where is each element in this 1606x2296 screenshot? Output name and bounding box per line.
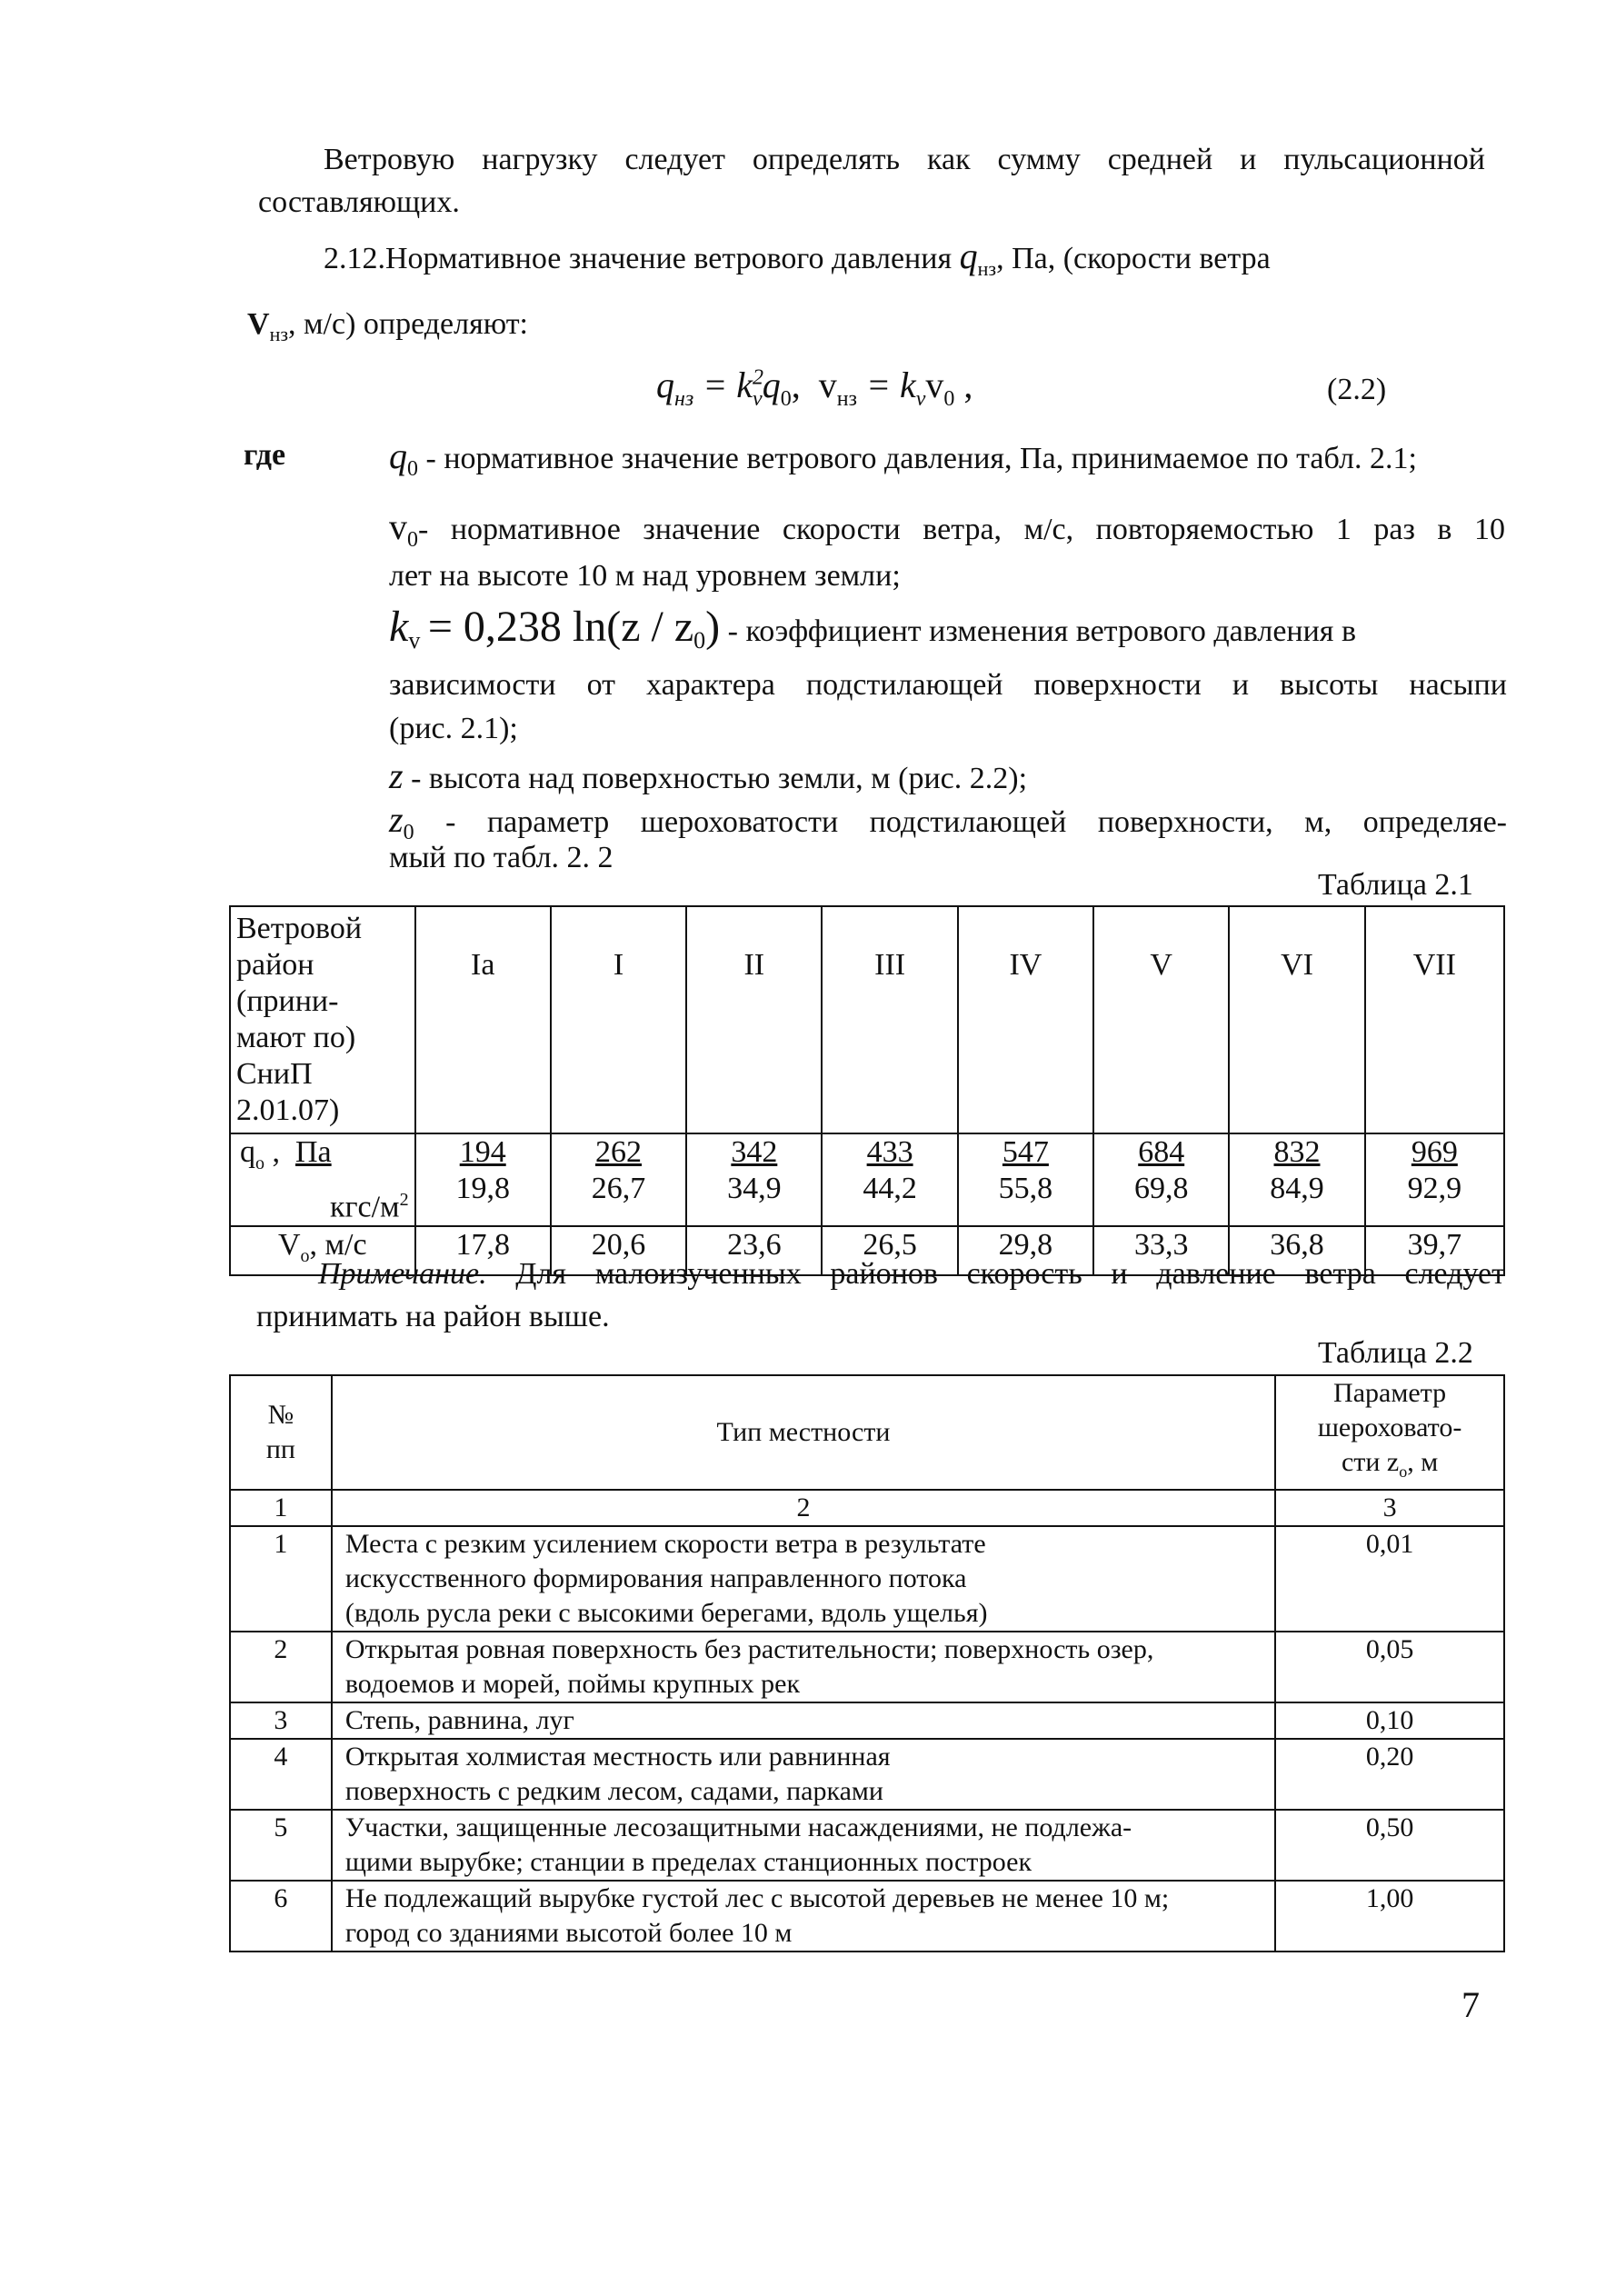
- header-label-line6: 2.01.07): [236, 1093, 340, 1127]
- qnz-sub: нз: [977, 256, 997, 280]
- header-label-line4: мают по): [236, 1021, 356, 1054]
- page-number: 7: [1461, 1984, 1480, 2025]
- pressure-cell: [1365, 1133, 1504, 1226]
- para2-suffix: , м/с) определяют:: [288, 307, 528, 341]
- table-2-2: [229, 1374, 1505, 1952]
- row-value: 0,10: [1275, 1702, 1504, 1739]
- row-line: Открытая холмистая местность или равнинная: [344, 1742, 891, 1772]
- row-line: город со зданиями высотой более 10 м: [344, 1918, 793, 1948]
- col-number: 2: [332, 1490, 1275, 1526]
- region-header: I: [551, 906, 686, 1133]
- z0-text-line2: мый по табл. 2. 2: [389, 841, 613, 874]
- header-label-line5: СниП: [236, 1057, 313, 1091]
- param-header-line2: шероховато-: [1317, 1413, 1462, 1442]
- formula-end: ,: [963, 364, 973, 405]
- para1-line2-text: составляющих.: [258, 185, 460, 219]
- num-header-line1: №: [267, 1400, 294, 1430]
- pressure-cell: [1093, 1133, 1229, 1226]
- q0-sub: 0: [407, 456, 418, 481]
- v0-label-sub: o: [300, 1245, 310, 1266]
- z-text: - высота над поверхностью земли, м (рис. 2.2);: [411, 762, 1028, 795]
- col-number: 3: [1275, 1490, 1504, 1526]
- speed-value: 36,8: [1229, 1226, 1364, 1275]
- q0-text: - нормативное значение ветрового давления, Па, принимаемое по табл. 2.1;: [425, 442, 1417, 475]
- pressure-cell: [551, 1133, 686, 1226]
- row-line: Участки, защищенные лесозащитными насаждениями, не подлежа-: [344, 1812, 1132, 1842]
- q0-symbol: q: [389, 435, 407, 476]
- param-header-sub: o: [1399, 1462, 1408, 1481]
- pa-value: 194: [459, 1135, 506, 1169]
- para2-prefix: 2.12.Нормативное значение ветрового давления: [324, 242, 953, 275]
- formula-q: q: [656, 364, 674, 405]
- kv-symbol: k: [389, 603, 409, 651]
- param-header-end: , м: [1407, 1447, 1439, 1477]
- region-header: VI: [1229, 906, 1364, 1133]
- formula-v-sub: нз: [836, 387, 858, 411]
- formula-v0-sub: 0: [943, 387, 955, 411]
- table2-header-row: [230, 1375, 1504, 1490]
- where-q0: [389, 434, 1507, 491]
- formula-k2: = k: [866, 364, 916, 405]
- speed-value: 26,5: [822, 1226, 957, 1275]
- formula-k2-sub: v: [915, 387, 926, 411]
- row-line: Не подлежащий вырубке густой лес с высотой деревьев не менее 10 м;: [344, 1883, 1170, 1913]
- row-number: 4: [230, 1739, 332, 1810]
- para1-line2: [258, 181, 985, 224]
- kv-sub: v: [408, 626, 421, 654]
- row-number: 2: [230, 1632, 332, 1702]
- pa-value: 832: [1273, 1135, 1321, 1169]
- note-text-line1: Для малоизученных районов скорость и давление ветра следует: [515, 1257, 1505, 1291]
- vnz-symbol: V: [247, 307, 270, 341]
- table1-pressure-row: [230, 1133, 1504, 1226]
- kgf-value: 69,8: [1133, 1172, 1189, 1205]
- kv-text-line2: зависимости от характера подстилающей поверхности и высоты насыпи: [389, 668, 1507, 702]
- row-line: Места с резким усилением скорости ветра в результате: [344, 1529, 986, 1559]
- table-row: [230, 1526, 1504, 1632]
- num-header: [230, 1375, 332, 1490]
- para2-middle: , Па, (скорости ветра: [996, 242, 1271, 275]
- formula-k-sup: 2: [753, 365, 764, 390]
- where-z: [389, 754, 1507, 800]
- formula-sep: ,: [791, 364, 801, 405]
- table-row: [230, 1881, 1504, 1952]
- formula-v0: v: [925, 364, 944, 405]
- region-header: V: [1093, 906, 1229, 1133]
- para2-line2: [247, 303, 1065, 355]
- row-description: [332, 1632, 1275, 1702]
- pressure-cell: [822, 1133, 957, 1226]
- pa-value: 433: [866, 1135, 913, 1169]
- region-header: VII: [1365, 906, 1504, 1133]
- vnz-sub: нз: [269, 322, 289, 345]
- kgf-value: 19,8: [455, 1172, 510, 1205]
- row-number: 1: [230, 1526, 332, 1632]
- param-header: [1275, 1375, 1504, 1490]
- q0-unit-kgf: кгс/м: [330, 1190, 400, 1224]
- row-value: 0,50: [1275, 1810, 1504, 1881]
- table1-caption: Таблица 2.1: [1318, 868, 1473, 902]
- table-row: [230, 1739, 1504, 1810]
- row-value: 0,05: [1275, 1632, 1504, 1702]
- kv-expr-sub: 0: [693, 626, 706, 654]
- row-description: [332, 1810, 1275, 1881]
- formula-number: (2.2): [1327, 373, 1387, 406]
- q0-label-sub: o: [255, 1153, 264, 1173]
- table-row: [230, 1810, 1504, 1881]
- table1-header-label: [230, 906, 415, 1133]
- v0-text-line1: - нормативное значение скорости ветра, м/с, повторяемостью 1 раз в 10: [418, 513, 1505, 546]
- row-description: [332, 1526, 1275, 1632]
- table-2-1: [229, 905, 1505, 1276]
- row-value: 0,01: [1275, 1526, 1504, 1632]
- row-value: 1,00: [1275, 1881, 1504, 1952]
- kv-expr-end: ): [705, 603, 721, 651]
- v0-unit: , м/с: [309, 1228, 367, 1263]
- v0-sub: 0: [407, 527, 418, 552]
- pressure-cell: [958, 1133, 1093, 1226]
- row-line: Степь, равнина, луг: [344, 1705, 574, 1735]
- region-header: II: [686, 906, 822, 1133]
- v0-text-line2: лет на высоте 10 м над уровнем земли;: [389, 559, 901, 593]
- formula-q-sub: нз: [674, 387, 694, 411]
- col-number: 1: [230, 1490, 332, 1526]
- row-line: водоемов и морей, поймы крупных рек: [344, 1669, 801, 1699]
- q0-label: q: [240, 1135, 255, 1169]
- pa-value: 262: [595, 1135, 643, 1169]
- pressure-cell: [1229, 1133, 1364, 1226]
- param-header-line3: сти z: [1341, 1447, 1400, 1477]
- table2-caption: Таблица 2.2: [1318, 1336, 1473, 1370]
- qnz-symbol: q: [959, 235, 978, 276]
- table-row: [230, 1702, 1504, 1739]
- header-label-line3: (прини-: [236, 984, 339, 1018]
- formula-k: = k: [703, 364, 753, 405]
- speed-value: 23,6: [686, 1226, 822, 1275]
- v0-symbol: v: [389, 506, 407, 547]
- param-header-line1: Параметр: [1333, 1378, 1447, 1408]
- row-line: (вдоль русла реки с высокими берегами, вдоль ущелья): [344, 1598, 988, 1628]
- num-header-line2: пп: [265, 1434, 295, 1464]
- pa-value: 684: [1138, 1135, 1185, 1169]
- row-line: поверхность с редким лесом, садами, парками: [344, 1776, 883, 1806]
- kgf-value: 26,7: [591, 1172, 646, 1205]
- note-text-line2: принимать на район выше.: [256, 1300, 610, 1333]
- row-line: щими вырубке; станции в пределах станционных построек: [344, 1847, 1032, 1877]
- z0-sub: 0: [403, 820, 414, 844]
- formula-v: v: [818, 364, 837, 405]
- region-header: IV: [958, 906, 1093, 1133]
- kv-text-line3: (рис. 2.1);: [389, 712, 518, 745]
- formula-2-2: [656, 364, 973, 412]
- row-number: 3: [230, 1702, 332, 1739]
- kgf-value: 84,9: [1270, 1172, 1324, 1205]
- row-description: [332, 1881, 1275, 1952]
- speed-value: 17,8: [415, 1226, 551, 1275]
- kgf-value: 92,9: [1407, 1172, 1462, 1205]
- type-header: Тип местности: [332, 1375, 1275, 1490]
- formula-q0: q: [762, 364, 781, 405]
- para2-line1: [324, 235, 1505, 290]
- speed-value: 20,6: [551, 1226, 686, 1275]
- kv-expr: = 0,238 ln(z / z: [427, 603, 694, 651]
- region-header: III: [822, 906, 957, 1133]
- q0-unit-pa: Па: [295, 1135, 332, 1169]
- q0-label-cell: $q_o$ , Па кгс/$м^2$: [230, 1133, 415, 1226]
- header-label-line2: район: [236, 948, 314, 982]
- pressure-cell: [686, 1133, 822, 1226]
- row-number: 6: [230, 1881, 332, 1952]
- pa-value: 547: [1002, 1135, 1049, 1169]
- kgf-value: 34,9: [727, 1172, 782, 1205]
- kgf-value: 44,2: [863, 1172, 917, 1205]
- where-kv-line1: [389, 605, 1507, 662]
- z-symbol: z: [389, 755, 404, 796]
- row-value: 0,20: [1275, 1739, 1504, 1810]
- row-number: 5: [230, 1810, 332, 1881]
- speed-value: 29,8: [958, 1226, 1093, 1275]
- kgf-value: 55,8: [998, 1172, 1053, 1205]
- pressure-cell: [415, 1133, 551, 1226]
- speed-value: 33,3: [1093, 1226, 1229, 1275]
- row-description: [332, 1739, 1275, 1810]
- q0-unit-kgf-sup: 2: [399, 1189, 409, 1210]
- formula-q0-sub: 0: [780, 387, 792, 411]
- speed-value: 39,7: [1365, 1226, 1504, 1275]
- pa-value: 969: [1411, 1135, 1458, 1169]
- row-line: Открытая ровная поверхность без растительности; поверхность озер,: [344, 1634, 1154, 1664]
- where-label: где: [244, 438, 286, 472]
- row-line: искусственного формирования направленного потока: [344, 1563, 967, 1593]
- v0-label: V: [277, 1228, 301, 1263]
- formula-k-sub: v: [753, 387, 763, 411]
- table2-colnum-row: [230, 1490, 1504, 1526]
- table1-header-row: [230, 906, 1504, 1133]
- row-description: [332, 1702, 1275, 1739]
- z0-symbol: z: [389, 799, 404, 840]
- z0-text-line1: - параметр шероховатости подстилающей поверхности, м, определяе-: [445, 805, 1507, 839]
- para1-line1-text: Ветровую нагрузку следует определять как сумму средней и пульсационной: [324, 143, 1485, 176]
- note-label: Примечание.: [318, 1257, 487, 1291]
- header-label-line1: Ветровой: [236, 912, 363, 945]
- table-row: [230, 1632, 1504, 1702]
- region-header: Iа: [415, 906, 551, 1133]
- kv-text-line1: - коэффициент изменения ветрового давления в: [727, 614, 1356, 648]
- pa-value: 342: [731, 1135, 778, 1169]
